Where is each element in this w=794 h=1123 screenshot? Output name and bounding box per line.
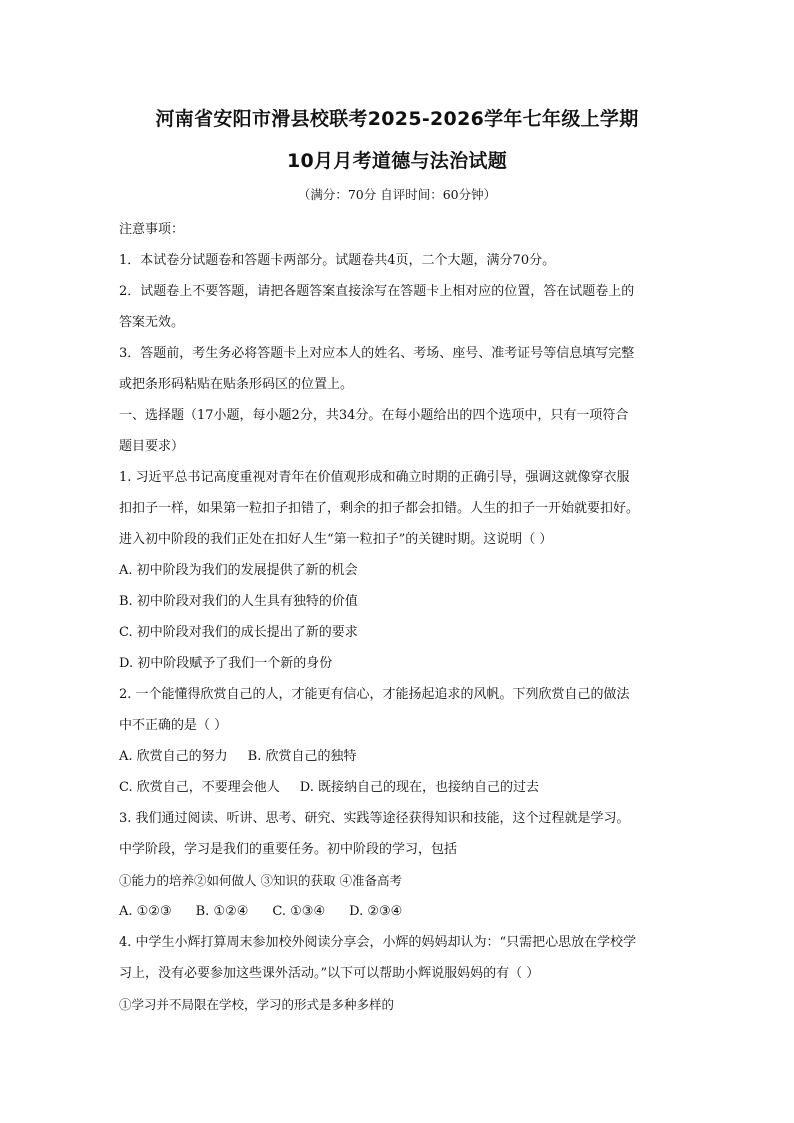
q2-stem-line1: 2. 一个能懂得欣赏自己的人，才能更有信心，才能扬起追求的风帆。下列欣赏自己的做法 — [119, 687, 630, 702]
q1-option-b: B. 初中阶段对我们的人生具有独特的价值 — [119, 594, 358, 609]
section-heading-line2: 题目要求） — [119, 439, 185, 454]
q1-option-c: C. 初中阶段对我们的成长提出了新的要求 — [119, 625, 358, 640]
exam-body — [119, 214, 685, 1020]
q2-options-row1 — [119, 741, 685, 772]
exam-title-line2: 10月月考道德与法治试题 — [286, 150, 508, 172]
q1-stem-line3: 进入初中阶段的我们正处在扣好人生“第一粒扣子”的关键时期。这说明（ ） — [119, 532, 553, 547]
exam-title-line1: 河南省安阳市滑县校联考2025-2026学年七年级上学期 — [155, 108, 639, 130]
q2-option-b: B. 欣赏自己的独特 — [247, 749, 357, 764]
q4-stem-line1: 4. 中学生小辉打算周末参加校外阅读分享会，小辉的妈妈却认为：“只需把心思放在学校学 — [119, 935, 637, 950]
q3-options-row — [119, 896, 685, 927]
section-heading-line1: 一、选择题（17小题，每小题2分，共34分。在每小题给出的四个选项中，只有一项符合 — [119, 408, 629, 423]
q2-stem-line2: 中不正确的是（ ） — [119, 718, 228, 733]
exam-subtitle: （满分：70分 自评时间：60分钟） — [297, 187, 497, 202]
notice-item-1: 1．本试卷分试题卷和答题卡两部分。试题卷共4页，二个大题，满分70分。 — [119, 253, 556, 268]
q2-option-a: A. 欣赏自己的努力 — [119, 749, 228, 764]
q3-stem-line1: 3. 我们通过阅读、听讲、思考、研究、实践等途径获得知识和技能，这个过程就是学习。 — [119, 811, 630, 826]
q1-option-a: A. 初中阶段为我们的发展提供了新的机会 — [119, 563, 358, 578]
q2-option-d: D. 既接纳自己的现在，也接纳自己的过去 — [299, 780, 539, 795]
q3-option-b: B. ①②④ — [195, 904, 249, 919]
q4-stem-line2: 习上，没有必要参加这些课外活动。”以下可以帮助小辉说服妈妈的有（ ） — [119, 966, 540, 981]
q3-option-a: A. ①②③ — [119, 904, 172, 919]
notice-heading: 注意事项： — [119, 222, 185, 237]
q1-stem-line2: 扣扣子一样，如果第一粒扣子扣错了，剩余的扣子都会扣错。人生的扣子一开始就要扣好。 — [119, 501, 640, 516]
notice-item-3-line2: 或把条形码粘贴在贴条形码区的位置上。 — [119, 377, 354, 392]
q1-stem-line1: 1. 习近平总书记高度重视对青年在价值观形成和确立时期的正确引导，强调这就像穿衣服 — [119, 470, 630, 485]
q3-stem-line2: 中学阶段，学习是我们的重要任务。初中阶段的学习，包括 — [119, 842, 458, 857]
q2-options-row2 — [119, 772, 685, 803]
q4-item-1: ①学习并不局限在学校，学习的形式是多种多样的 — [119, 997, 395, 1012]
q3-option-d: D. ②③④ — [349, 904, 403, 919]
notice-item-3-line1: 3．答题前，考生务必将答题卡上对应本人的姓名、考场、座号、准考证号等信息填写完整 — [119, 346, 635, 361]
q3-option-c: C. ①③④ — [272, 904, 326, 919]
notice-item-2-line2: 答案无效。 — [119, 315, 185, 330]
q3-items: ①能力的培养②如何做人 ③知识的获取 ④准备高考 — [119, 873, 402, 888]
q1-option-d: D. 初中阶段赋予了我们一个新的身份 — [119, 656, 333, 671]
q2-option-c: C. 欣赏自己，不要理会他人 — [119, 780, 280, 795]
notice-item-2-line1: 2．试题卷上不要答题，请把各题答案直接涂写在答题卡上相对应的位置，答在试题卷上的 — [119, 284, 635, 299]
